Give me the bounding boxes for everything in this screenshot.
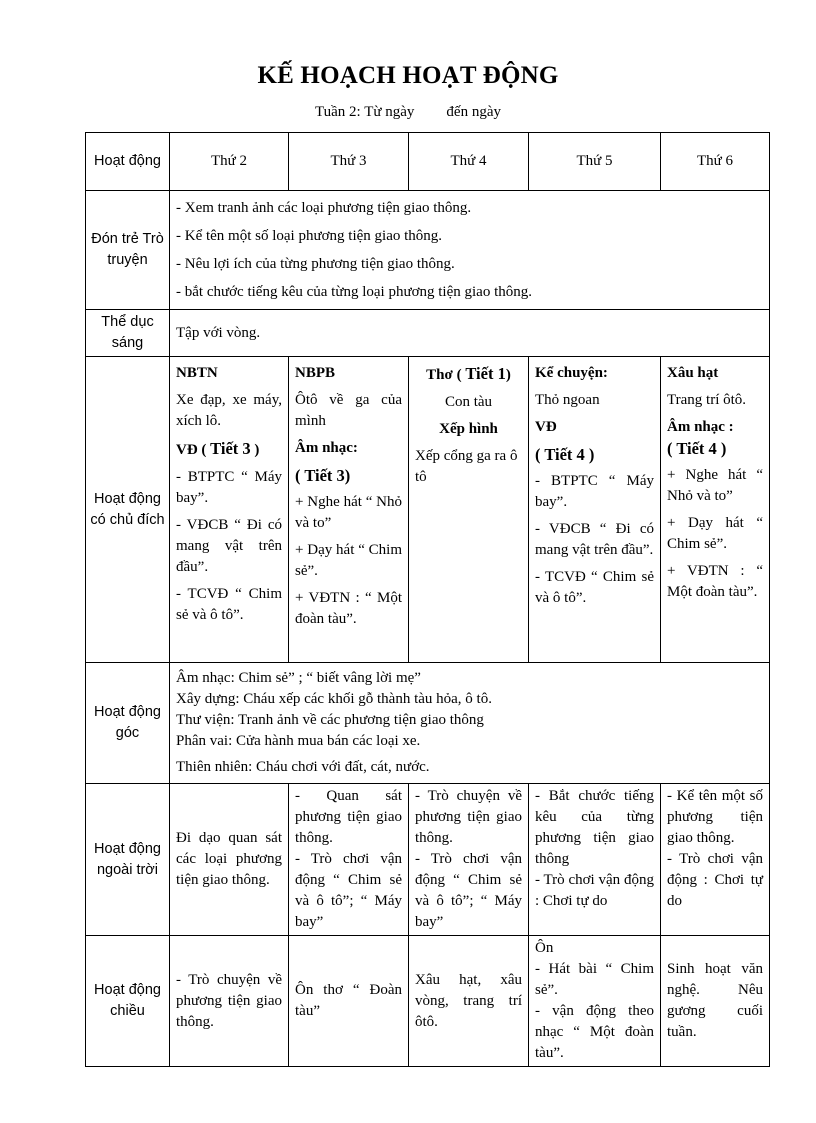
- col-header-activity: Hoạt động: [86, 133, 170, 191]
- welcome-line: - Xem tranh ảnh các loại phương tiện giao thông.: [176, 200, 472, 216]
- focused-fri: [661, 357, 770, 663]
- outdoor-thu: [529, 784, 661, 936]
- focused-thu-topic: Thỏ ngoan: [535, 392, 600, 408]
- outdoor-fri-item: - Kể tên một số phương tiện giao thông.: [667, 788, 763, 846]
- focused-tue-sub: Âm nhạc:: [295, 440, 358, 456]
- corner-line: Phân vai: Cửa hành mua bán các loại xe.: [176, 733, 421, 749]
- outdoor-wed-item: - Trò chơi vận động “ Chim sẻ và ô tô”; “ Máy bay”: [415, 851, 522, 930]
- focused-mon-item: - VĐCB “ Đi có mang vật trên đầu”.: [176, 517, 282, 575]
- focused-fri-item: + Dạy hát “ Chim sẻ”.: [667, 515, 763, 552]
- focused-fri-period: ( Tiết 4 ): [667, 439, 727, 458]
- week-to-label: đến ngày: [446, 104, 501, 120]
- outdoor-mon: Đi dạo quan sát các loại phương tiện giao thông.: [170, 784, 289, 936]
- afternoon-fri: Sinh hoạt văn nghệ. Nêu gương cuối tuần.: [661, 936, 770, 1067]
- focused-tue-item: + Dạy hát “ Chim sẻ”.: [295, 542, 402, 579]
- focused-tue-item: + Nghe hát “ Nhỏ và to”: [295, 494, 402, 531]
- focused-thu: [529, 357, 661, 663]
- focused-fri-topic: Trang trí ôtô.: [667, 392, 747, 408]
- outdoor-tue-item: - Quan sát phương tiện giao thông.: [295, 788, 402, 846]
- focused-tue-heading: NBPB: [295, 365, 336, 381]
- row-focused: [86, 357, 770, 663]
- col-header-wed: Thứ 4: [409, 133, 529, 191]
- outdoor-thu-item: - Trò chơi vận động : Chơi tự do: [535, 872, 654, 909]
- welcome-line: - Nêu lợi ích của từng phương tiện giao thông.: [176, 256, 455, 272]
- welcome-line: - Kể tên một số loại phương tiện giao thông.: [176, 228, 443, 244]
- focused-wed-heading-c: ): [505, 367, 511, 383]
- col-header-fri: Thứ 6: [661, 133, 770, 191]
- row-label-afternoon: Hoạt động chiều: [86, 936, 170, 1067]
- outdoor-wed-item: - Trò chuyện về phương tiện giao thông.: [415, 788, 522, 846]
- focused-thu-period: ( Tiết 4 ): [535, 445, 595, 464]
- row-label-welcome: Đón trẻ Trò truyện: [86, 191, 170, 310]
- outdoor-fri-item: - Trò chơi vận động : Chơi tự do: [667, 851, 763, 909]
- focused-thu-item: - TCVĐ “ Chim sẻ và ô tô”.: [535, 569, 654, 606]
- corner-line: Thư viện: Tranh ảnh về các phương tiện giao thông: [176, 712, 484, 728]
- welcome-content: [170, 191, 770, 310]
- activity-plan-table: [85, 132, 770, 1067]
- afternoon-mon: - Trò chuyện về phương tiện giao thông.: [170, 936, 289, 1067]
- afternoon-thu-item: Ôn: [535, 940, 554, 956]
- outdoor-tue: [289, 784, 409, 936]
- focused-wed-heading: [415, 363, 522, 386]
- corner-line: Xây dựng: Cháu xếp các khối gỗ thành tàu hỏa, ô tô.: [176, 691, 492, 707]
- focused-mon-sub: [176, 438, 282, 461]
- row-afternoon: [86, 936, 770, 1067]
- focused-mon-sub-b: Tiết 3: [210, 439, 251, 458]
- focused-wed-sub: Xếp hình: [439, 421, 498, 437]
- row-label-outdoor: Hoạt động ngoài trời: [86, 784, 170, 936]
- focused-thu-item: - VĐCB “ Đi có mang vật trên đầu”.: [535, 521, 654, 558]
- corner-line: Thiên nhiên: Cháu chơi với đất, cát, nước.: [176, 759, 430, 775]
- focused-thu-item: - BTPTC “ Máy bay”.: [535, 473, 654, 510]
- afternoon-thu-item: - vận động theo nhạc “ Một đoàn tàu”.: [535, 1003, 654, 1061]
- col-header-mon: Thứ 2: [170, 133, 289, 191]
- focused-mon-topic: Xe đạp, xe máy, xích lô.: [176, 392, 282, 429]
- focused-wed-heading-a: Thơ (: [426, 367, 466, 383]
- row-label-focused: Hoạt động có chủ đích: [86, 357, 170, 663]
- focused-fri-sub: Âm nhạc :: [667, 419, 734, 435]
- focused-fri-item: + VĐTN : “ Một đoàn tàu”.: [667, 563, 763, 600]
- corner-content: [170, 663, 770, 784]
- page-title: KẾ HOẠCH HOẠT ĐỘNG: [257, 62, 559, 89]
- outdoor-fri: [661, 784, 770, 936]
- row-corner: [86, 663, 770, 784]
- row-label-corner: Hoạt động góc: [86, 663, 170, 784]
- week-subtitle: [0, 104, 816, 121]
- welcome-line: - bắt chước tiếng kêu của từng loại phương tiện giao thông.: [176, 284, 533, 300]
- row-label-exercise: Thể dục sáng: [86, 310, 170, 357]
- afternoon-thu-item: - Hát bài “ Chim sẻ”.: [535, 961, 654, 998]
- outdoor-wed: [409, 784, 529, 936]
- exercise-content: Tập với vòng.: [170, 310, 770, 357]
- outdoor-thu-item: - Bắt chước tiếng kêu của từng phương tiện giao thông: [535, 788, 654, 867]
- focused-mon-item: - TCVĐ “ Chim sẻ và ô tô”.: [176, 586, 282, 623]
- focused-wed-topic: Con tàu: [444, 394, 493, 410]
- focused-thu-heading: Kể chuyện:: [535, 365, 608, 381]
- focused-mon-sub-c: ): [250, 442, 260, 458]
- week-label: Tuần 2: Từ ngày: [315, 104, 415, 120]
- focused-wed-item: Xếp cổng ga ra ô tô: [415, 448, 518, 485]
- row-exercise: [86, 310, 770, 357]
- outdoor-tue-item: - Trò chơi vận động “ Chim sẻ và ô tô”; “ Máy bay”: [295, 851, 402, 930]
- focused-fri-heading: Xâu hạt: [667, 365, 719, 381]
- focused-mon-heading: NBTN: [176, 365, 218, 381]
- focused-tue-topic: Ôtô về ga của mình: [295, 392, 402, 429]
- focused-tue-period: ( Tiết 3): [295, 466, 351, 485]
- row-outdoor: [86, 784, 770, 936]
- corner-line: Âm nhạc: Chim sẻ” ; “ biết vâng lời mẹ”: [176, 670, 421, 686]
- focused-tue: [289, 357, 409, 663]
- focused-wed-heading-b: Tiết 1: [465, 364, 506, 383]
- row-welcome: [86, 191, 770, 310]
- focused-tue-item: + VĐTN : “ Một đoàn tàu”.: [295, 590, 402, 627]
- col-header-tue: Thứ 3: [289, 133, 409, 191]
- focused-wed: [409, 357, 529, 663]
- focused-mon-item: - BTPTC “ Máy bay”.: [176, 469, 282, 506]
- afternoon-tue: Ôn thơ “ Đoàn tàu”: [289, 936, 409, 1067]
- afternoon-thu: [529, 936, 661, 1067]
- afternoon-wed: Xâu hạt, xâu vòng, trang trí ôtô.: [409, 936, 529, 1067]
- focused-mon: [170, 357, 289, 663]
- col-header-thu: Thứ 5: [529, 133, 661, 191]
- focused-mon-sub-a: VĐ (: [176, 442, 211, 458]
- table-header-row: [86, 133, 770, 191]
- focused-thu-sub: VĐ: [535, 419, 557, 435]
- focused-fri-item: + Nghe hát “ Nhỏ và to”: [667, 467, 763, 504]
